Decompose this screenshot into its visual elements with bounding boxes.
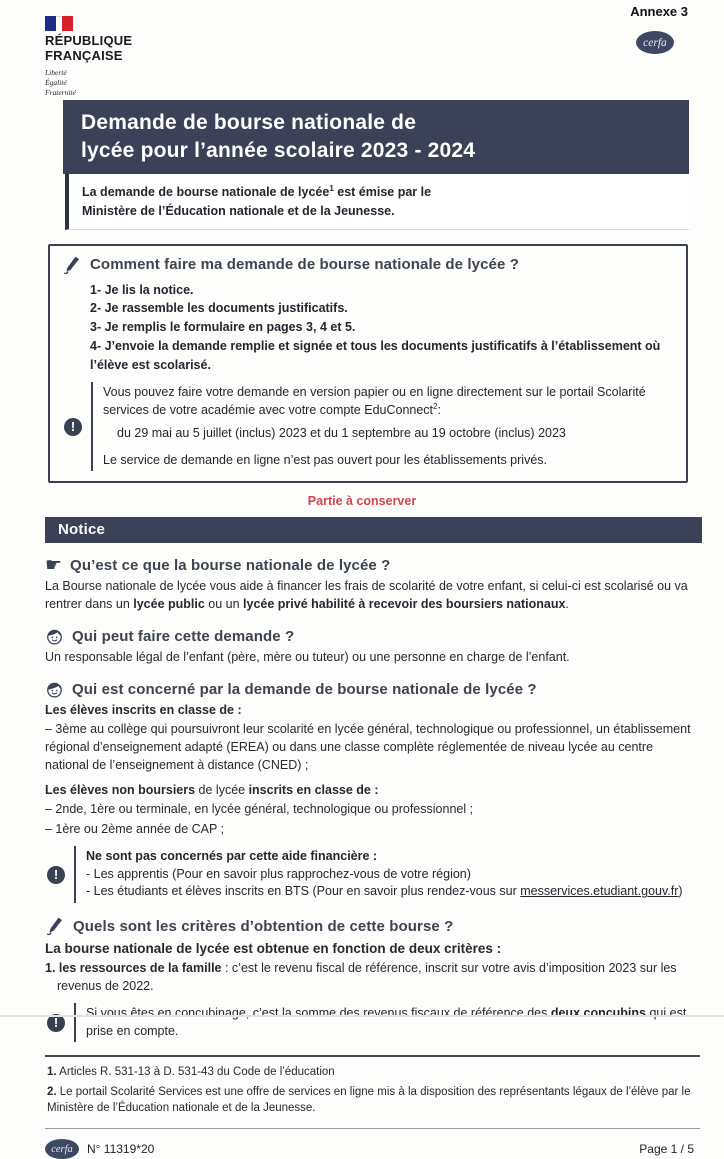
section-criteria (45, 916, 698, 1042)
section-heading: Quels sont les critères d’obtention de cette bourse ? (73, 917, 454, 935)
page-title: Demande de bourse nationale de lycée pour l’année scolaire 2023 - 2024 (63, 100, 689, 174)
howto-info: Vous pouvez faire votre demande en version papier ou en ligne directement sur le portail Scolarité services de votre académie avec votre compte EduConnect$^2$: du 29 mai au 5 juillet (inclus) 2023 et du 1 septembre au 19 octobre (inclus) 2023 Le service de demande en ligne n’est pas ouvert pour les établissements privés. (91, 382, 672, 471)
person-icon (45, 627, 64, 646)
section-body (45, 702, 698, 839)
person-icon (45, 680, 64, 699)
pen-icon (62, 255, 82, 275)
pen-icon (45, 916, 65, 936)
section-who-can (45, 627, 698, 667)
exclamation-icon: ! (64, 418, 82, 436)
howto-box (48, 244, 688, 484)
republique-francaise-logo (45, 16, 132, 97)
howto-step: 2- Je rassemble les documents justificatifs. (90, 301, 348, 316)
section-heading: Qui peut faire cette demande ? (72, 627, 295, 645)
criteria-lead: La bourse nationale de lycée est obtenue en fonction de deux critères : (45, 941, 502, 957)
notice-section-bar: Notice (45, 517, 702, 543)
section-heading: Qui est concerné par la demande de bourse nationale de lycée ? (72, 680, 537, 698)
list-item: – 1ère ou 2ème année de CAP ; (45, 822, 225, 837)
howto-heading: Comment faire ma demande de bourse nationale de lycée ? (90, 256, 519, 274)
pointing-hand-icon: ☛ (45, 554, 63, 577)
link-prefix: - Les étudiants et élèves inscrits en BTS (Pour en savoir plus rendez-vous sur (86, 884, 521, 899)
annexe-label: Annexe 3 (630, 4, 688, 19)
scan-edge-line (0, 1015, 724, 1017)
section-body: Un responsable légal de l’enfant (père, mère ou tuteur) ou une personne en charge de l’enfant. (45, 649, 570, 664)
list-lead: Les élèves non boursiers de lycée inscrits en classe de : (45, 782, 379, 797)
link-suffix: ) (678, 884, 683, 899)
logo-title: RÉPUBLIQUE FRANÇAISE (45, 33, 133, 63)
footnote: 2. Le portail Scolarité Services est une offre de services en ligne mis à la disposition des représentants légaux de l’élève par le Ministère de l’Éducation nationale et de la Jeunesse. (47, 1085, 691, 1114)
exclamation-icon: ! (47, 866, 65, 884)
not-concerned-info: Ne sont pas concernés par cette aide financière : - Les apprentis (Pour en savoir plus rapprochez-vous de votre région) - Les étudiants et élèves inscrits en BTS (Pour en savoir plus rendez-vous sur messervices.etudiant.gouv.fr) (74, 846, 683, 903)
page-footer (45, 1139, 694, 1159)
link-messervices[interactable]: messervices.etudiant.gouv.fr (520, 884, 679, 899)
criteria-item: 1. les ressources de la famille : c’est le revenu fiscal de référence, inscrit sur votre avis d’imposition 2023 sur les revenus de 2022. (45, 961, 677, 994)
footnote: 1. Articles R. 531-13 à D. 531-43 du Code de l’éducation (47, 1066, 335, 1079)
section-concerned (45, 680, 698, 904)
list-item: – 2nde, 1ère ou terminale, en lycée général, technologique ou professionnel ; (45, 802, 474, 817)
howto-step: 3- Je remplis le formulaire en pages 3, 4 et 5. (90, 320, 356, 335)
page-number: Page 1 / 5 (639, 1142, 694, 1157)
section-body (45, 939, 698, 996)
logo-motto: Liberté Égalité Fraternité (45, 68, 76, 97)
howto-steps (90, 281, 672, 375)
cerfa-logo: cerfa (45, 1139, 79, 1159)
title-subtext: La demande de bourse nationale de lycée$^1$ est émise par le Ministère de l’Éducation nationale et de la Jeunesse. (65, 174, 689, 229)
section-what-is (45, 556, 698, 614)
exclamation-icon: ! (47, 1014, 65, 1032)
list-item: – 3ème au collège qui poursuivront leur scolarité en lycée général, technologique ou professionnel, un établissement régional d’enseignement adapté (EREA) ou dans une classe complète réglementée de niveau lycée au centre national de l’enseignement à distance (CNED) ; (45, 722, 691, 772)
howto-step: 1- Je lis la notice. (90, 282, 194, 297)
cerfa-number: N° 11319*20 (87, 1142, 155, 1157)
section-body: La Bourse nationale de lycée vous aide à financer les frais de scolarité de votre enfant, si celui-ci est scolarisé ou va rentrer dans un lycée public ou un lycée privé habilité à recevoir des boursiers nationaux. (45, 579, 688, 612)
keep-part-label: Partie à conserver (307, 494, 417, 509)
footnotes (45, 1055, 700, 1129)
section-heading: Qu’est ce que la bourse nationale de lycée ? (70, 557, 391, 575)
page-header (0, 0, 724, 100)
cerfa-logo: cerfa (636, 31, 674, 54)
concubinage-info: Si vous êtes en concubinage, c’est la somme des revenus fiscaux de référence des deux concubins qui est prise en compte. (74, 1003, 698, 1043)
french-flag-icon (45, 16, 75, 31)
list-lead: Les élèves inscrits en classe de : (45, 702, 242, 717)
howto-step: 4- J’envoie la demande remplie et signée et tous les documents justificatifs à l’établissement où l’élève est scolarisé. (90, 338, 661, 372)
